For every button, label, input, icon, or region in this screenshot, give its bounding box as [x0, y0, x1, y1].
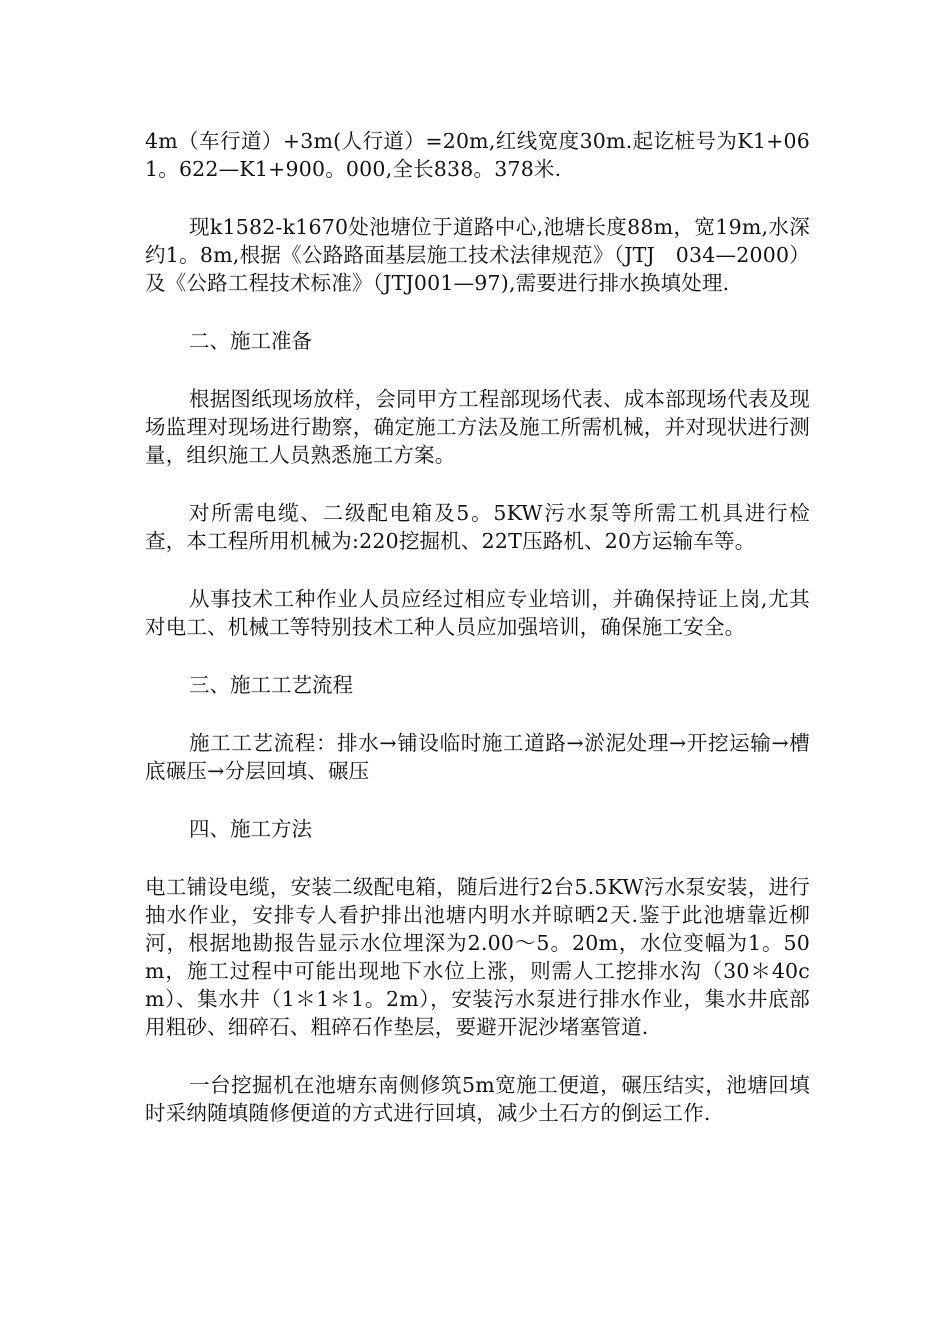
- heading-construction-preparation: 二、施工准备: [189, 329, 312, 353]
- paragraph-personnel-training: 从事技术工种作业人员应经过相应专业培训，并确保持证上岗,尤其对电工、机械工等特别技术工种人员应加强培训，确保施工安全。: [145, 587, 810, 639]
- paragraph-pond-location: 现k1582-k1670处池塘位于道路中心,池塘长度88m，宽19m,水深约1。8m,根据《公路路面基层施工技术法律规范》（JTJ 034—2000）及《公路工程技术标准》（JTJ001—97),需要进行排水换填处理.: [145, 215, 810, 295]
- paragraph-access-road: 一台挖掘机在池塘东南侧修筑5m宽施工便道，碾压结实，池塘回填时采纳随填随修便道的方式进行回填，减少土石方的倒运工作.: [145, 1073, 810, 1125]
- paragraph-site-survey: 根据图纸现场放样，会同甲方工程部现场代表、成本部现场代表及现场监理对现场进行勘察，确定施工方法及施工所需机械，并对现状进行测量，组织施工人员熟悉施工方案。: [145, 387, 810, 467]
- heading-process-flow: 三、施工工艺流程: [189, 673, 353, 697]
- paragraph-road-width: 4m（车行道）+3m(人行道）=20m,红线宽度30m.起讫桩号为K1+061。622—K1+900。000,全长838。378米.: [145, 129, 810, 181]
- paragraph-drainage-method: 电工铺设电缆，安装二级配电箱，随后进行2台5.5KW污水泵安装，进行抽水作业，安排专人看护排出池塘内明水并晾晒2天.鉴于此池塘靠近柳河，根据地勘报告显示水位埋深为2.00～5。20m，水位变幅为1。50m，施工过程中可能出现地下水位上涨，则需人工挖排水沟（30＊40cm）、集水井（1＊1＊1。2m），安装污水泵进行排水作业，集水井底部用粗砂、细碎石、粗碎石作垫层，要避开泥沙堵塞管道.: [145, 875, 810, 1039]
- paragraph-process-steps: 施工工艺流程：排水→铺设临时施工道路→淤泥处理→开挖运输→槽底碾压→分层回填、碾压: [145, 731, 810, 783]
- heading-construction-method: 四、施工方法: [189, 817, 312, 841]
- paragraph-equipment-check: 对所需电缆、二级配电箱及5。5KW污水泵等所需工机具进行检查，本工程所用机械为:220挖掘机、22T压路机、20方运输车等。: [145, 501, 810, 553]
- document-body: [145, 127, 810, 1127]
